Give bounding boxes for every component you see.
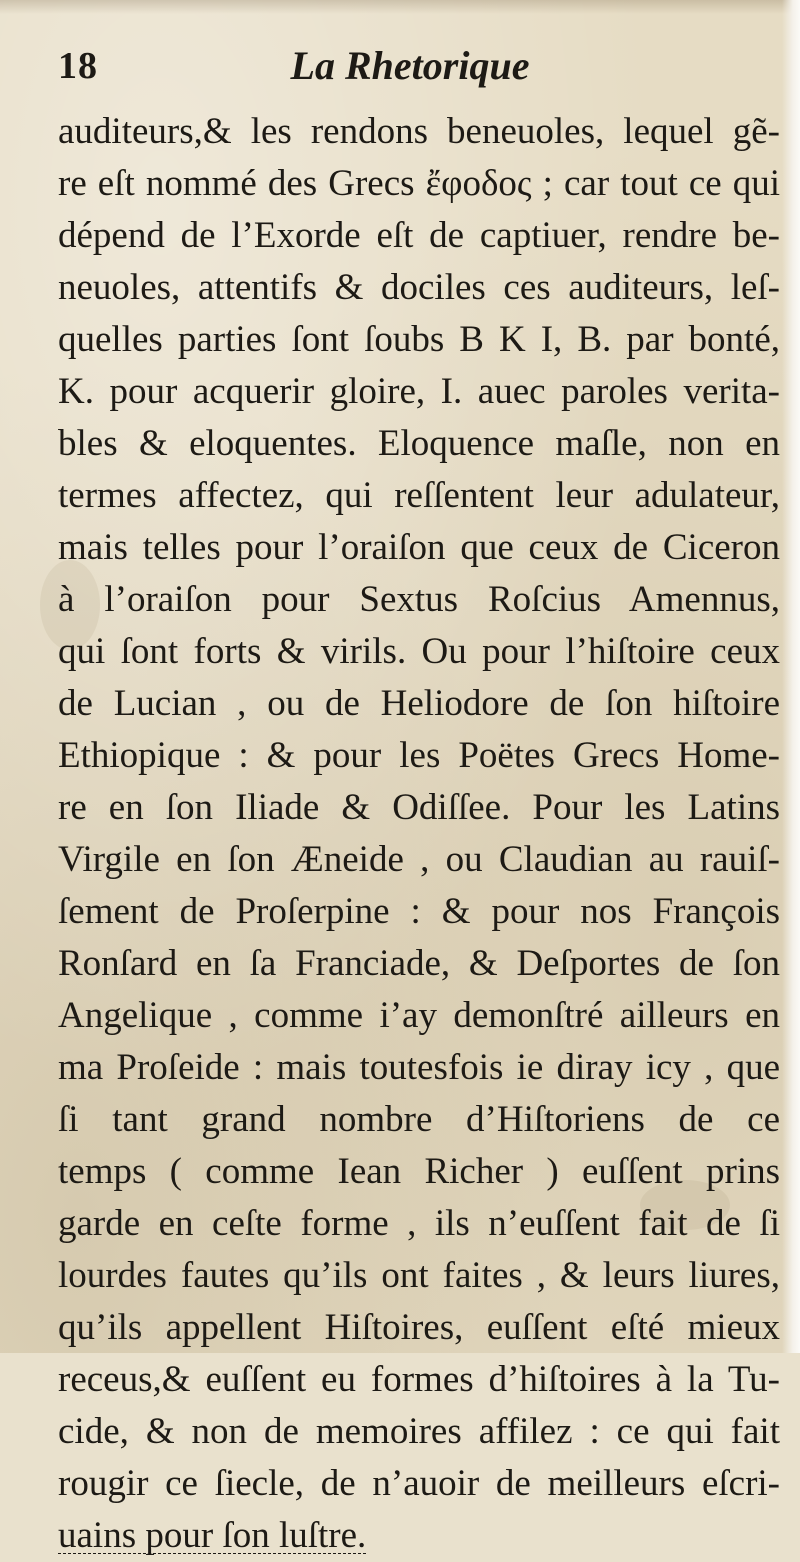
text-line: neuoles, attentifs & dociles ces auditeurs, leſ-: [58, 267, 780, 308]
running-title: La Rhetorique: [290, 43, 530, 88]
text-line: qu’ils appellent Hiſtoires, euſſent eſté mieux: [58, 1307, 780, 1348]
text-line: Ronſard en ſa Franciade, & Deſportes de ſon: [58, 943, 780, 984]
text-line: re en ſon Iliade & Odiſſee. Pour les Latins: [58, 787, 780, 828]
text-line: re eſt nommé des Grecs ἔφοδος ; car tout ce qui: [58, 163, 780, 204]
text-line: qui ſont forts & virils. Ou pour l’hiſtoire ceux: [58, 631, 780, 672]
text-line: à l’oraiſon pour Sextus Roſcius Amennus,: [58, 579, 780, 620]
text-line: termes affectez, qui reſſentent leur adulateur,: [58, 475, 780, 516]
text-line: lourdes fautes qu’ils ont faites , & leurs liures,: [58, 1255, 780, 1296]
text-line: dépend de l’Exorde eſt de captiuer, rendre be-: [58, 215, 780, 256]
body-text: [58, 106, 780, 1562]
text-line: quelles parties ſont ſoubs B K I, B. par bonté,: [58, 319, 780, 360]
page-right-margin: [782, 0, 800, 1353]
text-line: Ethiopique : & pour les Poëtes Grecs Home-: [58, 735, 780, 776]
text-line: ſi tant grand nombre d’Hiſtoriens de ce: [58, 1099, 780, 1140]
text-line: de Lucian , ou de Heliodore de ſon hiſtoire: [58, 683, 780, 724]
text-line: K. pour acquerir gloire, I. auec paroles verita-: [58, 371, 780, 412]
text-line: garde en ceſte forme , ils n’euſſent fait de ſi: [58, 1203, 780, 1244]
text-line: cide, & non de memoires affilez : ce qui fait: [58, 1411, 780, 1452]
text-line: receus,& euſſent eu formes d’hiſtoires à la Tu-: [58, 1359, 780, 1400]
text-line: ma Proſeide : mais toutesfois ie diray icy , que: [58, 1047, 780, 1088]
text-line: bles & eloquentes. Eloquence maſle, non en: [58, 423, 780, 464]
text-line: temps ( comme Iean Richer ) euſſent prins: [58, 1151, 780, 1192]
page-number: 18: [58, 45, 98, 87]
text-line: mais telles pour l’oraiſon que ceux de Ciceron: [58, 527, 780, 568]
text-line: Virgile en ſon Æneide , ou Claudian au rauiſ-: [58, 839, 780, 880]
text-line: ſement de Proſerpine : & pour nos François: [58, 891, 780, 932]
text-line: rougir ce ſiecle, de n’auoir de meilleurs eſcri-: [58, 1463, 780, 1504]
text-line: Angelique , comme i’ay demonſtré ailleurs en: [58, 995, 780, 1036]
page-top-shadow: [0, 0, 800, 14]
text-line-final: uains pour ſon luſtre.: [58, 1515, 367, 1556]
text-line: auditeurs,& les rendons beneuoles, lequel gẽ-: [58, 111, 780, 152]
